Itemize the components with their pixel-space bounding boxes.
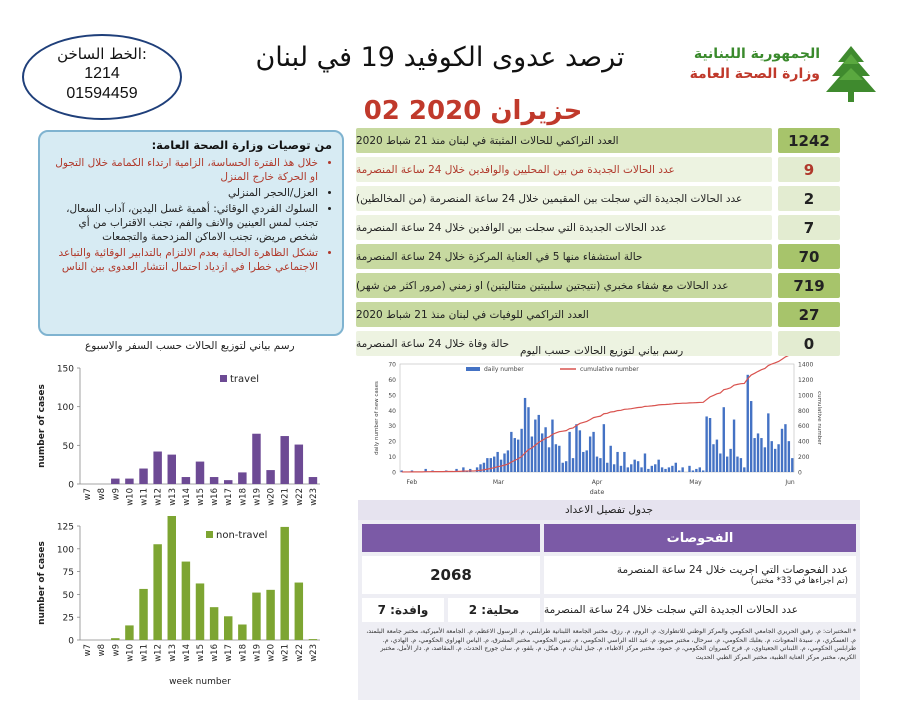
- y-tick-label-right: 600: [798, 423, 810, 431]
- daily-bar: [483, 463, 485, 472]
- tests-note: (تم اجراءها في 33* مختبر): [750, 576, 848, 586]
- daily-chart-caption: رسم بياني لتوزيع الحالات حسب اليوم: [520, 345, 684, 357]
- daily-bar: [623, 452, 625, 472]
- stat-value: 27: [778, 302, 840, 327]
- bar: [125, 479, 133, 484]
- hotline-label: الخط الساخن:: [57, 45, 147, 63]
- daily-bar: [493, 457, 495, 472]
- daily-bar: [548, 447, 550, 472]
- bar: [309, 477, 317, 484]
- x-tick-label: w14: [181, 644, 192, 662]
- tests-label: عدد الفحوصات التي اجريت خلال 24 ساعة المنصرمة: [616, 564, 848, 576]
- daily-bar: [791, 458, 793, 472]
- daily-bar: [524, 398, 526, 472]
- y-tick-label-right: 1000: [798, 392, 814, 400]
- page-title: ترصد عدوى الكوفيد 19 في لبنان: [255, 42, 625, 73]
- daily-bar: [555, 444, 557, 472]
- ministry-name: [640, 44, 820, 84]
- x-tick-label: w16: [210, 488, 221, 506]
- ministry-line-2: وزارة الصحة العامة: [689, 66, 820, 82]
- daily-bar: [599, 458, 601, 472]
- y-axis-label: number of cases: [37, 384, 47, 468]
- y-tick-label: 150: [56, 364, 74, 375]
- daily-bar: [740, 458, 742, 472]
- daily-bar: [671, 466, 673, 472]
- x-tick-label: w22: [294, 488, 305, 506]
- x-axis-label: week number: [169, 677, 231, 687]
- bar: [196, 462, 204, 484]
- hotline-number-2[interactable]: 01594459: [66, 85, 138, 102]
- stat-row: [356, 273, 840, 298]
- bar: [168, 516, 176, 640]
- daily-bar: [579, 430, 581, 472]
- x-axis-label: date: [589, 488, 605, 496]
- daily-bar: [640, 467, 642, 472]
- y-tick-label: 0: [68, 480, 74, 491]
- stat-label: العدد التراكمي للحالات المثبتة في لبنان منذ 21 شباط 2020: [356, 128, 772, 153]
- daily-bar: [651, 466, 653, 472]
- daily-bar: [630, 464, 632, 472]
- bar: [266, 470, 274, 484]
- y-tick-label: 25: [62, 613, 74, 624]
- recommendations-title: من توصيات وزارة الصحة العامة:: [151, 138, 332, 152]
- x-tick-label: w18: [238, 488, 249, 506]
- y-tick-label-left: 10: [388, 454, 396, 462]
- daily-bar: [575, 424, 577, 472]
- daily-bar: [661, 467, 663, 472]
- x-tick-label: w11: [139, 488, 150, 506]
- daily-bar: [610, 446, 612, 472]
- x-tick-label: w15: [196, 488, 206, 506]
- daily-bar: [589, 437, 591, 472]
- x-tick-label: w21: [280, 488, 291, 506]
- bar: [280, 436, 288, 484]
- recommendation-item: • السلوك الفردي الوقائي: أهمية غسل اليدين، آداب السعال، تجنب لمس العينين والانف والفم، تجنب الاقتراب من أي شخص مريض، تجنب الاماكن المزدحمة والتجمعات: [50, 202, 318, 244]
- y-tick-label-right: 800: [798, 407, 810, 415]
- x-tick-label: w19: [252, 644, 263, 662]
- stat-row: [356, 302, 840, 327]
- details-header-empty: [362, 524, 540, 552]
- daily-bar: [572, 458, 574, 472]
- legend-label-cumulative: cumulative number: [580, 366, 639, 373]
- daily-bar: [627, 467, 629, 472]
- stat-label: العدد التراكمي للوفيات في لبنان منذ 21 شباط 2020: [356, 302, 772, 327]
- legend-swatch: [220, 375, 227, 382]
- stat-value: 0: [778, 331, 840, 356]
- y-tick-label-left: 20: [388, 438, 396, 446]
- daily-bar: [496, 452, 498, 472]
- daily-bar: [520, 429, 522, 472]
- legend-swatch-daily: [466, 367, 480, 371]
- bar: [210, 477, 218, 484]
- daily-bar: [633, 460, 635, 472]
- daily-bar: [678, 470, 680, 472]
- stat-label: عدد الحالات الجديدة التي سجلت بين الوافدين خلال 24 ساعة المنصرمة: [356, 215, 772, 240]
- daily-bar: [774, 449, 776, 472]
- y-axis-label-left: daily number of new cases: [374, 381, 380, 455]
- bar: [238, 472, 246, 484]
- tests-label-cell: [544, 556, 856, 594]
- month-tick-label: May: [689, 479, 702, 486]
- daily-bar: [777, 444, 779, 472]
- daily-bar: [517, 440, 519, 472]
- month-tick-label: Jun: [785, 479, 795, 486]
- y-tick-label-left: 60: [388, 376, 396, 384]
- bar: [111, 479, 119, 484]
- daily-bar: [736, 457, 738, 472]
- daily-bar: [747, 375, 749, 472]
- travel-chart-caption: رسم بياني لتوزيع الحالات حسب السفر والاسبوع: [85, 340, 295, 352]
- daily-bar: [723, 407, 725, 472]
- daily-bar: [565, 461, 567, 472]
- daily-bar: [699, 467, 701, 472]
- daily-bar: [620, 466, 622, 472]
- daily-bar: [688, 466, 690, 472]
- x-tick-label: w22: [294, 644, 305, 662]
- y-tick-label: 0: [68, 636, 74, 647]
- travel-weekly-chart: [30, 358, 330, 516]
- x-tick-label: w17: [224, 644, 235, 662]
- x-tick-label: w23: [308, 644, 319, 662]
- daily-bar: [712, 444, 714, 472]
- x-tick-label: w7: [83, 488, 94, 501]
- bar: [266, 590, 274, 640]
- bar: [153, 544, 161, 640]
- bar: [252, 434, 260, 484]
- x-tick-label: w10: [125, 644, 136, 662]
- x-tick-label: w15: [196, 644, 206, 662]
- x-tick-label: w20: [266, 644, 277, 662]
- bar: [309, 639, 317, 640]
- daily-bar: [527, 407, 529, 472]
- bar: [139, 589, 147, 640]
- bar: [125, 625, 133, 640]
- daily-bar: [657, 460, 659, 472]
- daily-bar: [551, 420, 553, 472]
- daily-bar: [514, 438, 516, 472]
- imported-cases: وافدة: 7: [362, 598, 444, 622]
- x-tick-label: w12: [153, 488, 164, 506]
- bar: [295, 583, 303, 640]
- details-header-label: الفحوصات: [544, 524, 856, 552]
- hotline-number-1[interactable]: 1214: [84, 65, 120, 82]
- y-axis-label: number of cases: [37, 541, 47, 625]
- daily-bar: [562, 463, 564, 472]
- daily-bar: [603, 424, 605, 472]
- daily-bar: [788, 441, 790, 472]
- x-tick-label: w7: [83, 644, 94, 657]
- cedar-logo-icon: [818, 42, 884, 108]
- daily-bar: [586, 450, 588, 472]
- daily-bar: [654, 464, 656, 472]
- daily-bar: [544, 427, 546, 472]
- daily-bar: [753, 438, 755, 472]
- legend-label: non-travel: [216, 530, 268, 541]
- y-tick-label: 100: [56, 403, 74, 414]
- hotline-badge: [22, 34, 182, 120]
- x-tick-label: w19: [252, 488, 263, 506]
- daily-bar: [592, 432, 594, 472]
- legend-label-daily: daily number: [484, 366, 524, 373]
- x-tick-label: w23: [308, 488, 319, 506]
- daily-bar: [729, 449, 731, 472]
- x-tick-label: w13: [167, 644, 178, 662]
- daily-bar: [558, 446, 560, 472]
- report-date: 02 حزيران 2020: [363, 96, 583, 126]
- recommendations-box: [38, 130, 344, 336]
- stat-row: [356, 186, 840, 211]
- stat-row: [356, 215, 840, 240]
- y-axis-label-right: cumulative number: [816, 391, 822, 445]
- x-tick-label: w17: [224, 488, 235, 506]
- daily-bar: [705, 416, 707, 472]
- daily-bar: [582, 452, 584, 472]
- bar: [252, 593, 260, 640]
- y-tick-label: 50: [62, 441, 74, 452]
- daily-bar: [490, 458, 492, 472]
- x-tick-label: w9: [111, 644, 122, 657]
- bar: [182, 477, 190, 484]
- bar: [111, 638, 119, 640]
- month-tick-label: Apr: [591, 479, 603, 486]
- bar: [210, 607, 218, 640]
- x-tick-label: w14: [181, 488, 192, 506]
- local-cases: محلية: 2: [448, 598, 540, 622]
- daily-bar: [733, 420, 735, 472]
- x-tick-label: w16: [210, 644, 221, 662]
- daily-bar: [616, 452, 618, 472]
- x-tick-label: w12: [153, 644, 164, 662]
- daily-bar: [760, 438, 762, 472]
- bar: [295, 445, 303, 484]
- x-tick-label: w8: [97, 644, 108, 657]
- details-title: جدول تفصيل الاعداد: [358, 500, 860, 520]
- daily-bar: [644, 453, 646, 472]
- y-tick-label-left: 50: [388, 392, 396, 400]
- stat-value: 719: [778, 273, 840, 298]
- daily-bar: [767, 413, 769, 472]
- y-tick-label-left: 70: [388, 361, 396, 369]
- daily-bar: [750, 401, 752, 472]
- daily-bar: [764, 447, 766, 472]
- daily-bar: [637, 461, 639, 472]
- daily-bar: [692, 470, 694, 472]
- y-tick-label-right: 1400: [798, 361, 814, 369]
- stat-row: [356, 157, 840, 182]
- daily-bar: [613, 464, 615, 472]
- legend-label: travel: [230, 374, 260, 385]
- month-tick-label: Mar: [492, 479, 505, 486]
- stat-label: عدد الحالات الجديدة التي سجلت بين المقيمين خلال 24 ساعة المنصرمة (من المخالطين): [356, 186, 772, 211]
- daily-bar: [743, 467, 745, 472]
- nontravel-weekly-chart: [30, 516, 330, 696]
- daily-bar: [709, 418, 711, 472]
- y-tick-label-right: 0: [798, 469, 802, 477]
- daily-bar: [716, 440, 718, 472]
- labs-footnote: * المختبرات: م. رفيق الحريري الجامعي الحكومي والمركز الوطني للاتطوارئ، م. الروم، م. رزق، مختبر الجامعة اللبنانية طرابلس، م. الرسول الاعظم، م. الجامعة الأميركية، مختبر جامعة البلمند، م. العسكري، م. سيدة المعونات، م. بعلبك الحكومي، م. سرحال، مختبر ميريو، م. عبد الله الراسي الحكومي، م. تبنين الحكومي، مختبر المشرق، م. الياس الهراوي الحكومي، م. الهادي، م. طرابلس الحكومي، م. اللبناني الجعيتاوي، م. قرح كسروان الحكومي، م. حمود، مختبر مركز الاطباء، م. جبل لبنان، م. هيكل، م. بلفو، م. سان جورج الحدث، م. المقاصد، م. دار الأمل، مختبر الكريم، مختبر مركز العناية الطبية، مختبر المركز الطبي الحديث: [366, 628, 856, 661]
- daily-bar: [510, 432, 512, 472]
- bar: [153, 452, 161, 484]
- bar: [182, 562, 190, 640]
- tests-value: 2068: [430, 566, 472, 584]
- stat-label: عدد الحالات الجديدة من بين المحليين والوافدين خلال 24 ساعة المنصرمة: [356, 157, 772, 182]
- daily-bar: [531, 437, 533, 472]
- stat-value: 2: [778, 186, 840, 211]
- legend-swatch: [206, 531, 213, 538]
- recommendation-item: • تشكل الظاهرة الحالية بعدم الالتزام بالتدابير الوقائية والتباعد الاجتماعي خطرا في ازدياد احتمال انتشار العدوى بين الناس: [50, 246, 318, 274]
- stat-row: [356, 244, 840, 269]
- bar: [280, 527, 288, 640]
- y-tick-label: 125: [56, 522, 74, 533]
- daily-bar: [726, 457, 728, 472]
- y-tick-label: 75: [62, 568, 74, 579]
- daily-bar: [596, 457, 598, 472]
- daily-bar: [781, 429, 783, 472]
- y-tick-label-right: 1200: [798, 376, 814, 384]
- bar: [168, 455, 176, 484]
- stat-label: حالة وفاة خلال 24 ساعة المنصرمة: [356, 331, 772, 356]
- x-tick-label: w11: [139, 644, 150, 662]
- daily-bar: [606, 463, 608, 472]
- y-tick-label: 100: [56, 545, 74, 556]
- recommendation-item: • العزل/الحجر المنزلي: [50, 186, 318, 200]
- new-cases-label: عدد الحالات الجديدة التي سجلت خلال 24 ساعة المنصرمة: [544, 598, 856, 622]
- stat-value: 1242: [778, 128, 840, 153]
- stat-label: عدد الحالات مع شفاء مخبري (نتيجتين سلبيتين متتاليتين) او زمني (مرور اكثر من شهر): [356, 273, 772, 298]
- stat-row: [356, 128, 840, 153]
- daily-bar: [507, 450, 509, 472]
- recommendation-item: • خلال هذ الفترة الحساسة، الزامية ارتداء الكمامة خلال التجول او الحركة خارج المنزل: [50, 156, 318, 184]
- daily-bar: [784, 424, 786, 472]
- daily-bar: [568, 432, 570, 472]
- x-tick-label: w8: [97, 488, 108, 501]
- y-tick-label-left: 30: [388, 423, 396, 431]
- details-table: [358, 500, 860, 700]
- bar: [224, 480, 232, 484]
- daily-bar: [702, 470, 704, 472]
- x-tick-label: w9: [111, 488, 122, 501]
- daily-bar: [681, 467, 683, 472]
- y-tick-label-left: 40: [388, 407, 396, 415]
- ministry-line-1: الجمهورية اللبنانية: [693, 46, 820, 62]
- y-tick-label: 50: [62, 590, 74, 601]
- daily-cases-chart: [370, 356, 830, 504]
- daily-bar: [503, 453, 505, 472]
- x-tick-label: w18: [238, 644, 249, 662]
- stat-label: حالة استشفاء منها 5 في العناية المركزة خلال 24 ساعة المنصرمة: [356, 244, 772, 269]
- y-tick-label-left: 0: [392, 469, 396, 477]
- daily-bar: [668, 467, 670, 472]
- daily-bar: [757, 433, 759, 472]
- stats-table: [356, 128, 840, 360]
- recommendations-list: [50, 156, 332, 274]
- stat-value: 70: [778, 244, 840, 269]
- stat-value: 9: [778, 157, 840, 182]
- daily-bar: [771, 441, 773, 472]
- x-tick-label: w21: [280, 644, 291, 662]
- bar: [238, 624, 246, 640]
- bar: [139, 469, 147, 484]
- daily-bar: [719, 453, 721, 472]
- daily-bar: [664, 469, 666, 472]
- daily-bar: [675, 463, 677, 472]
- x-tick-label: w10: [125, 488, 136, 506]
- bar: [196, 583, 204, 640]
- y-tick-label-right: 200: [798, 454, 810, 462]
- stat-value: 7: [778, 215, 840, 240]
- x-tick-label: w13: [167, 488, 178, 506]
- y-tick-label-right: 400: [798, 438, 810, 446]
- bar: [224, 616, 232, 640]
- x-tick-label: w20: [266, 488, 277, 506]
- daily-bar: [647, 469, 649, 472]
- month-tick-label: Feb: [406, 479, 418, 486]
- daily-bar: [695, 469, 697, 472]
- tests-value-cell: [362, 556, 540, 594]
